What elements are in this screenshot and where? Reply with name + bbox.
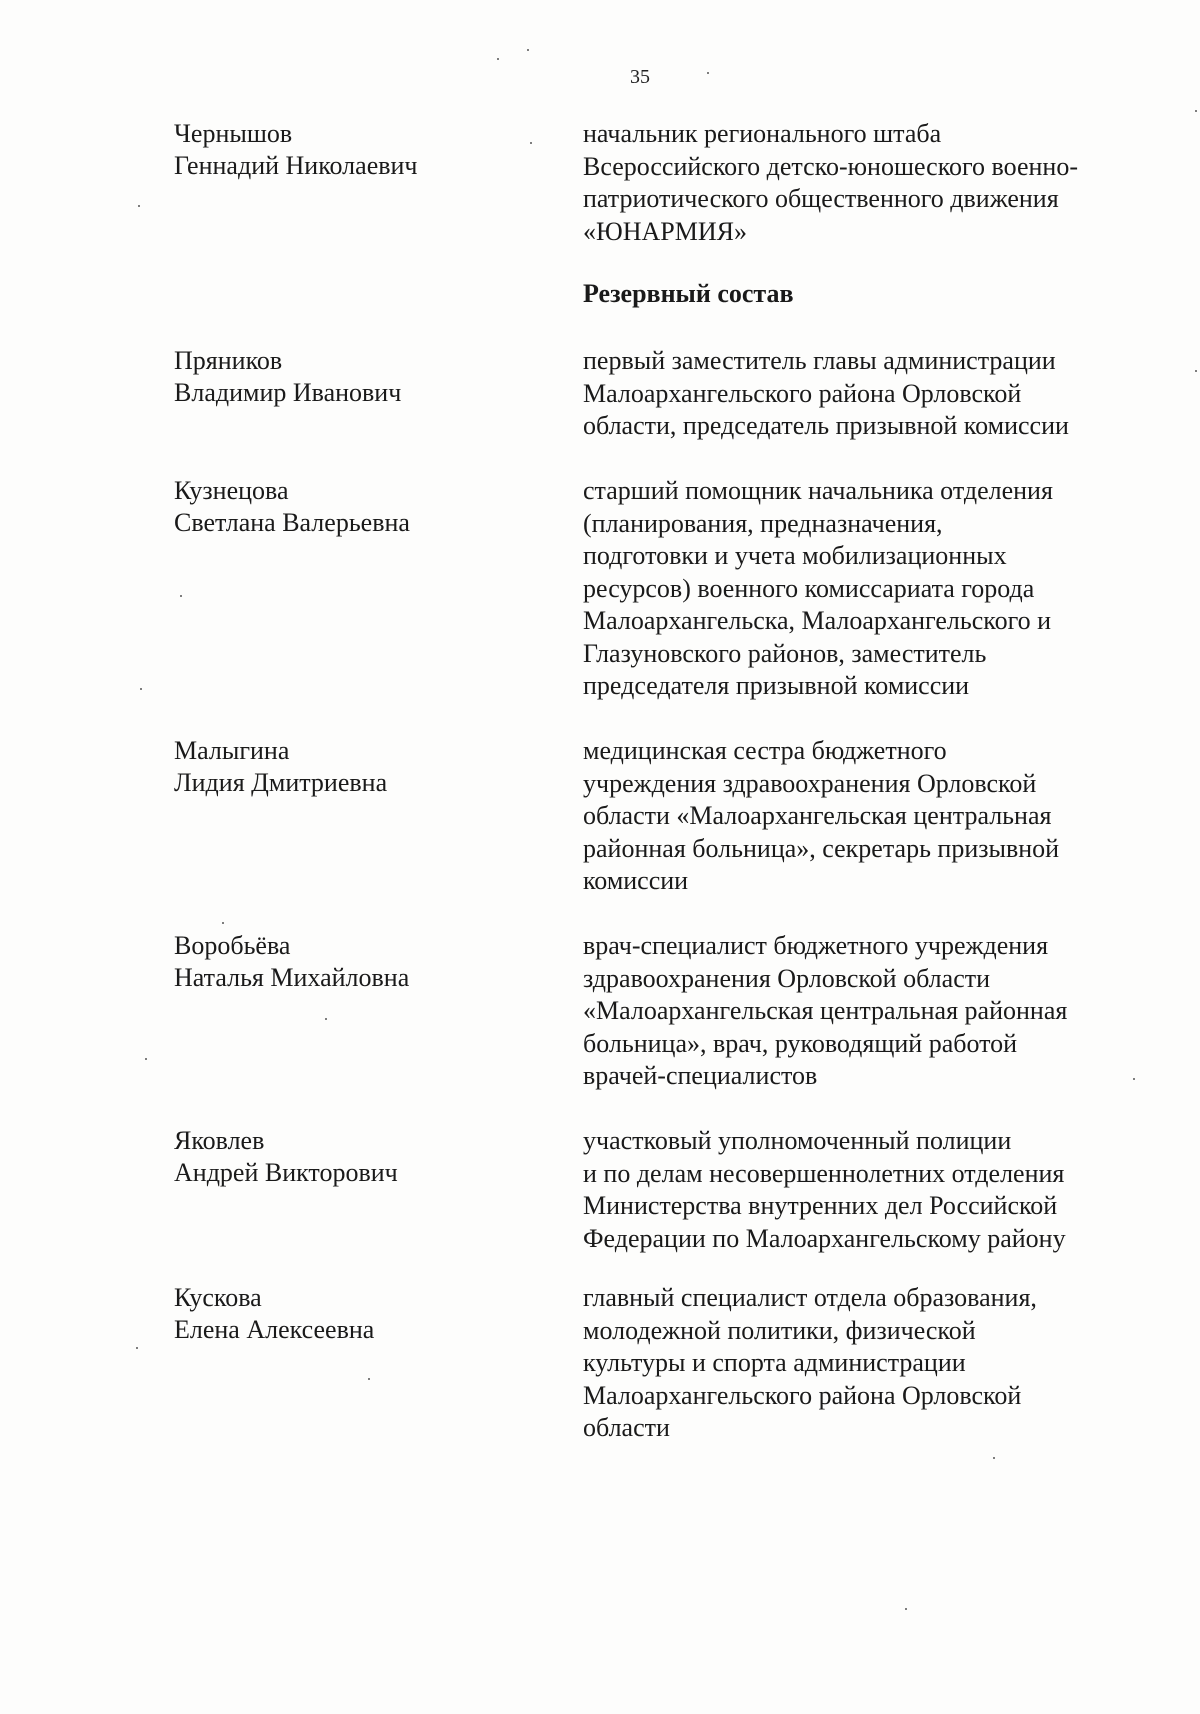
scan-speck [1195,370,1197,372]
member-name [174,345,534,409]
scan-speck [136,1347,138,1349]
role-line: Министерства внутренних дел Российской [583,1191,1058,1220]
scan-speck [222,922,224,924]
given-names: Андрей Викторович [174,1158,398,1187]
role-line: (планирования, предназначения, [583,508,943,538]
scan-speck [180,595,182,597]
given-names: Геннадий Николаевич [174,151,418,180]
member-name [174,1125,534,1189]
role-line: патриотического общественного движения [583,184,1059,213]
scan-speck [368,1378,370,1380]
member-name [174,930,534,994]
role-line: Малоархангельского района Орловской [583,1380,1022,1410]
role-line: медицинская сестра бюджетного [583,736,947,765]
role-line: Всероссийского детско-юношеского военно- [583,151,1078,181]
surname: Яковлев [174,1126,265,1155]
role-line: Федерации по Малоархангельскому району [583,1223,1066,1253]
role-line: председателя призывной комиссии [583,671,970,700]
scan-speck [325,1018,327,1020]
role-line: участковый уполномоченный полиции [583,1126,1012,1155]
given-names: Лидия Дмитриевна [174,768,388,797]
member-role [583,735,1123,898]
given-names: Светлана Валерьевна [174,508,410,537]
role-line: районная больница», секретарь призывной [583,833,1060,863]
given-names: Елена Алексеевна [174,1315,375,1344]
surname: Кускова [174,1283,262,1312]
member-name [174,118,534,182]
role-line: культуры и спорта администрации [583,1348,966,1377]
role-line: ресурсов) военного комиссариата города [583,573,1035,603]
scan-speck [1133,1078,1135,1080]
role-line: врач-специалист бюджетного учреждения [583,931,1049,960]
role-line: «ЮНАРМИЯ» [583,216,747,246]
role-line: и по делам несовершеннолетних отделения [583,1158,1065,1188]
role-line: Малоархангельского района Орловской [583,378,1022,408]
scan-speck [993,1457,995,1459]
scan-speck [527,49,529,51]
member-role [583,118,1123,248]
surname: Чернышов [174,119,293,148]
member-role [583,1125,1123,1255]
surname: Малыгина [174,736,290,765]
scan-speck [1195,110,1197,112]
role-line: первый заместитель главы администрации [583,346,1056,375]
given-names: Наталья Михайловна [174,963,410,992]
page-number: 35 [630,66,650,88]
member-role [583,1282,1123,1445]
role-line: старший помощник начальника отделения [583,476,1053,505]
given-names: Владимир Иванович [174,378,402,407]
scan-speck [138,205,140,207]
member-role [583,930,1123,1093]
role-line: «Малоархангельская центральная районная [583,996,1068,1025]
role-line: Малоархангельска, Малоархангельского и [583,606,1052,635]
scan-speck [530,142,532,144]
role-line: комиссии [583,866,689,895]
role-line: учреждения здравоохранения Орловской [583,768,1037,798]
member-role [583,345,1123,443]
role-line: подготовки и учета мобилизационных [583,541,1007,570]
member-name [174,735,534,799]
surname: Воробьёва [174,931,291,960]
surname: Пряников [174,346,283,375]
scan-speck [145,1058,147,1060]
role-line: главный специалист отдела образования, [583,1283,1037,1312]
role-line: молодежной политики, физической [583,1315,976,1345]
scan-speck [140,688,142,690]
role-line: области, председатель призывной комиссии [583,411,1069,440]
role-line: врачей-специалистов [583,1061,818,1090]
member-name [174,475,534,539]
scan-speck [707,72,709,74]
scan-speck [905,1608,907,1610]
role-line: больница», врач, руководящий работой [583,1028,1018,1058]
member-role [583,475,1123,703]
member-name [174,1282,534,1346]
role-line: области [583,1413,670,1442]
role-line: здравоохранения Орловской области [583,963,991,993]
role-line: области «Малоархангельская центральная [583,801,1052,830]
reserve-section-heading: Резервный состав [583,279,794,308]
scan-speck [497,58,499,60]
role-line: начальник регионального штаба [583,119,942,148]
surname: Кузнецова [174,476,289,505]
role-line: Глазуновского районов, заместитель [583,638,987,668]
